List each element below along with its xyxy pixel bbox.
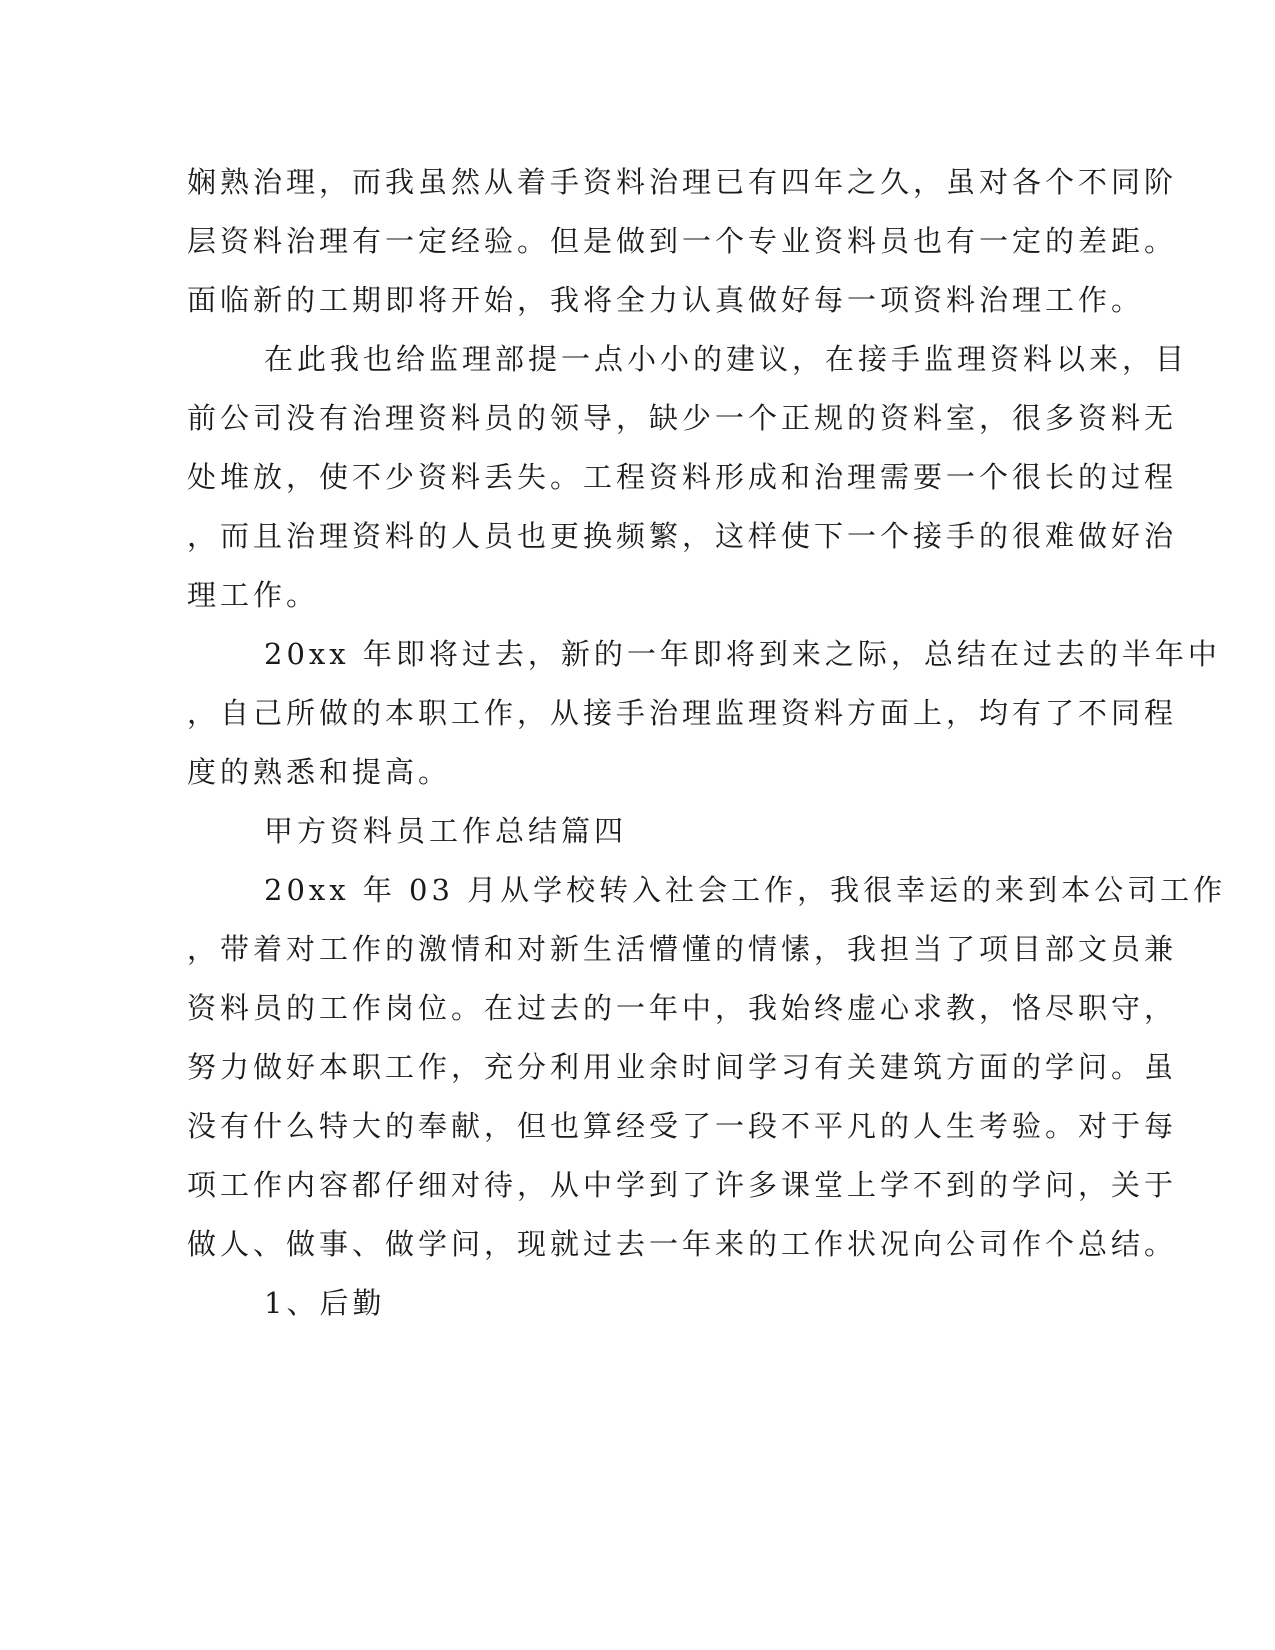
- paragraph-first-line: 20xx 年 03 月从学校转入社会工作，我很幸运的来到本公司工作: [264, 873, 1227, 907]
- text-line: 处堆放，使不少资料丢失。工程资料形成和治理需要一个很长的过程: [187, 460, 1178, 494]
- text-line: ，自己所做的本职工作，从接手治理监理资料方面上，均有了不同程: [187, 696, 1178, 730]
- text-line: 做人、做事、做学问，现就过去一年来的工作状况向公司作个总结。: [187, 1227, 1178, 1261]
- text-line: 资料员的工作岗位。在过去的一年中，我始终虚心求教，恪尽职守，: [187, 991, 1178, 1025]
- section-heading: 甲方资料员工作总结篇四: [264, 814, 628, 848]
- paragraph-first-line: 20xx 年即将过去，新的一年即将到来之际，总结在过去的半年中: [264, 637, 1221, 671]
- text-line: 没有什么特大的奉献，但也算经受了一段不平凡的人生考验。对于每: [187, 1109, 1178, 1143]
- text-line: 层资料治理有一定经验。但是做到一个专业资料员也有一定的差距。: [187, 224, 1178, 258]
- text-line: 面临新的工期即将开始，我将全力认真做好每一项资料治理工作。: [187, 283, 1145, 317]
- text-line: 娴熟治理，而我虽然从着手资料治理已有四年之久，虽对各个不同阶: [187, 165, 1178, 199]
- text-line: 项工作内容都仔细对待，从中学到了许多课堂上学不到的学问，关于: [187, 1168, 1178, 1202]
- list-item-heading: 1、后勤: [264, 1286, 386, 1320]
- text-line: 努力做好本职工作，充分利用业余时间学习有关建筑方面的学问。虽: [187, 1050, 1178, 1084]
- text-line: 前公司没有治理资料员的领导，缺少一个正规的资料室，很多资料无: [187, 401, 1178, 435]
- text-line: ，而且治理资料的人员也更换频繁，这样使下一个接手的很难做好治: [187, 519, 1178, 553]
- text-line: 理工作。: [187, 578, 320, 612]
- text-line: ，带着对工作的激情和对新生活懵懂的情愫，我担当了项目部文员兼: [187, 932, 1178, 966]
- paragraph-first-line: 在此我也给监理部提一点小小的建议，在接手监理资料以来，目: [264, 342, 1189, 376]
- text-line: 度的熟悉和提高。: [187, 755, 452, 789]
